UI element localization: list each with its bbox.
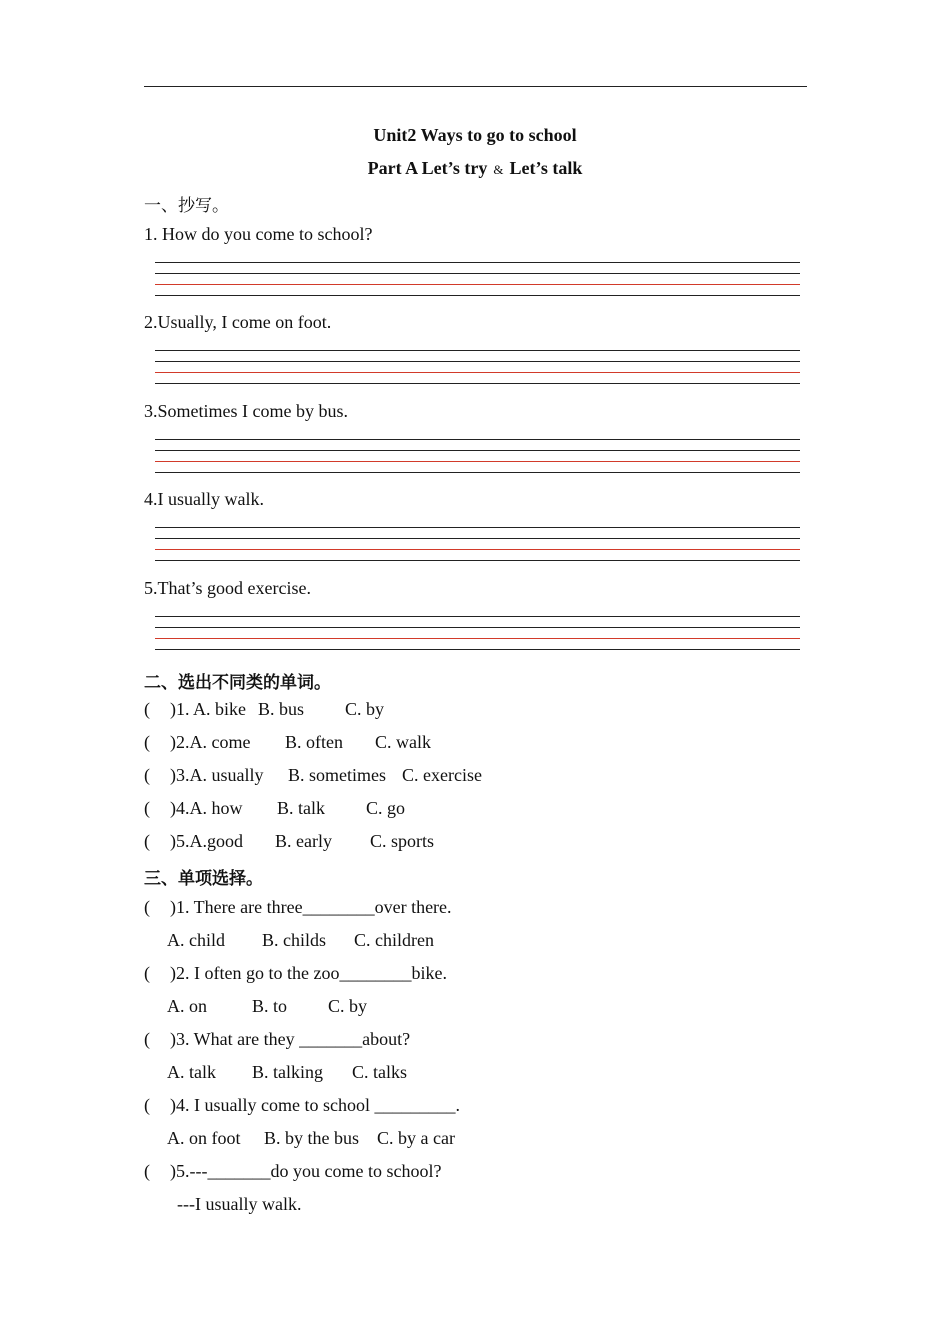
mc-options-4: A. on foot B. by the bus C. by a car xyxy=(167,1128,455,1148)
answer-bracket[interactable]: ( xyxy=(144,732,150,752)
worksheet-title: Unit2 Ways to go to school xyxy=(373,125,577,145)
section1-heading: 一、抄写。 xyxy=(144,196,229,216)
copy-sentence-2: 2.Usually, I come on foot. xyxy=(144,312,332,332)
answer-bracket[interactable]: ( xyxy=(144,1161,150,1181)
mc-answer-5: ---I usually walk. xyxy=(177,1194,302,1214)
writing-lines-1[interactable] xyxy=(155,262,800,298)
writing-lines-3[interactable] xyxy=(155,439,800,475)
copy-sentence-3: 3.Sometimes I come by bus. xyxy=(144,401,348,421)
worksheet-subtitle xyxy=(0,158,950,179)
answer-bracket[interactable]: ( xyxy=(144,765,150,785)
copy-sentence-5: 5.That’s good exercise. xyxy=(144,578,311,598)
section3-heading: 三、单项选择。 xyxy=(144,869,263,889)
mc-question-4: ( )4. I usually come to school _________. xyxy=(144,1095,460,1115)
mc-options-1: A. child B. childs C. children xyxy=(167,930,434,950)
answer-bracket[interactable]: ( xyxy=(144,699,150,719)
writing-lines-2[interactable] xyxy=(155,350,800,386)
mc-question-2: ( )2. I often go to the zoo________bike. xyxy=(144,963,447,983)
mc-question-3: ( )3. What are they _______about? xyxy=(144,1029,411,1049)
mc-options-2: A. on B. to C. by xyxy=(167,996,368,1016)
answer-bracket[interactable]: ( xyxy=(144,1095,150,1115)
answer-bracket[interactable]: ( xyxy=(144,963,150,983)
subtitle-part-a: Part A Let’s try xyxy=(367,158,488,178)
answer-bracket[interactable]: ( xyxy=(144,831,150,851)
subtitle-ampersand: & xyxy=(493,162,504,177)
mc-question-5: ( )5.---_______do you come to school? xyxy=(144,1161,442,1181)
subtitle-lets-talk: Let’s talk xyxy=(509,158,583,178)
mc-question-1: ( )1. There are three________over there. xyxy=(144,897,452,917)
section2-heading: 二、选出不同类的单词。 xyxy=(144,673,331,693)
answer-bracket[interactable]: ( xyxy=(144,798,150,818)
odd-one-out-item-3: ( )3.A. usually B. sometimes C. exercise xyxy=(144,765,482,785)
writing-lines-4[interactable] xyxy=(155,527,800,563)
writing-lines-5[interactable] xyxy=(155,616,800,652)
copy-sentence-4: 4.I usually walk. xyxy=(144,489,264,509)
odd-one-out-item-1: ( )1. A. bike B. bus C. by xyxy=(144,699,385,719)
answer-bracket[interactable]: ( xyxy=(144,1029,150,1049)
answer-bracket[interactable]: ( xyxy=(144,897,150,917)
mc-options-3: A. talk B. talking C. talks xyxy=(167,1062,408,1082)
odd-one-out-item-2: ( )2.A. come B. often C. walk xyxy=(144,732,431,752)
copy-sentence-1: 1. How do you come to school? xyxy=(144,224,373,244)
odd-one-out-item-4: ( )4.A. how B. talk C. go xyxy=(144,798,406,818)
header-rule xyxy=(144,86,807,87)
odd-one-out-item-5: ( )5.A.good B. early C. sports xyxy=(144,831,435,851)
